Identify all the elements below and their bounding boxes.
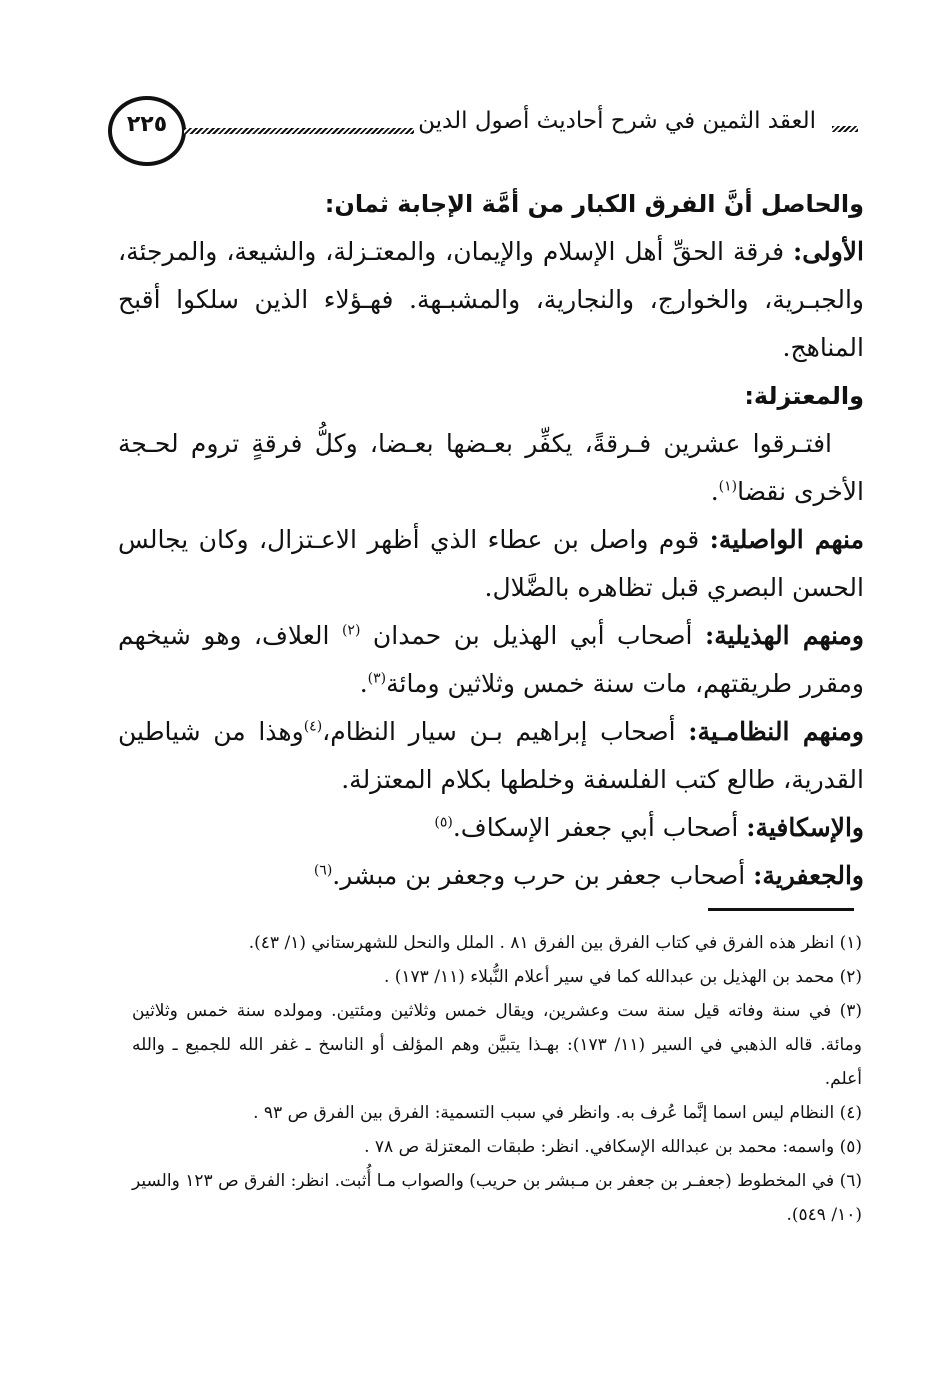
paragraph-jafariya — [118, 852, 864, 900]
iskafiya-text: أصحاب أبي جعفر الإسكاف. — [452, 813, 747, 842]
paragraph-nazzamiya — [118, 708, 864, 804]
footnote-separator — [708, 908, 854, 911]
first-text: فرقة الحقِّ أهل الإسلام والإيمان، والمعتـزلة، والشيعة، والمرجئة، والجبـرية، والخوارج، والنجارية، والمشبـهة. فهـؤلاء الذين سلكوا أقبح المناهج. — [118, 237, 864, 362]
mutazila-text: افتـرقوا عشرين فـرقةً، يكفِّر بعـضها بعـضا، وكلُّ فرقةٍ تروم لحـجة الأخرى نقضا — [118, 429, 864, 506]
paragraph-hudhayliya: ومنهم الهذيلية: أصحاب أبي الهذيل بن حمدان $^{(٢)}$ العلاف، وهو شيخهم ومقرر طريقتهم، مات سنة خمس وثلاثين ومائة$^{(٣)}$. — [118, 621, 864, 698]
header-ornament — [832, 126, 858, 132]
footnote-ref-6: (٦) — [313, 862, 333, 879]
nazzamiya-label: ومنهم النظامـية: — [688, 717, 865, 746]
footnote-ref-1: (١) — [718, 478, 738, 495]
mutazila-heading: والمعتزلة: — [744, 382, 864, 410]
jafariya-text: أصحاب جعفر بن حرب وجعفر بن مبشر. — [332, 861, 754, 890]
paragraph-iskafiya — [118, 804, 864, 852]
footnote-1: (١) انظر هذه الفرق في كتاب الفرق بين الفرق ٨١ . الملل والنحل للشهرستاني (١/ ٤٣). — [248, 933, 862, 953]
page-number: ٢٢٥ — [126, 112, 168, 137]
footnote-5: (٥) واسمه: محمد بن عبدالله الإسكافي. انظر: طبقات المعتزلة ص ٧٨ . — [364, 1137, 862, 1157]
wasiliya-text: قوم واصل بن عطاء الذي أظهر الاعـتزال، وكان يجالس الحسن البصري قبل تظاهره بالضَّلال. — [118, 525, 864, 602]
nazzamiya-text-b: وهذا من شياطين القدرية، طالع كتب الفلسفة وخلطها بكلام المعتزلة. — [118, 717, 864, 794]
wasiliya-label: منهم الواصلية: — [709, 525, 864, 554]
intro-heading: والحاصل أنَّ الفرق الكبار من أمَّة الإجابة ثمان: — [324, 190, 864, 218]
footnote-ref-3: (٣) — [367, 670, 387, 687]
footnote-ref-2: (٢) — [341, 622, 361, 639]
jafariya-label: والجعفرية: — [753, 861, 864, 890]
first-label: الأولى: — [793, 237, 864, 266]
footnote-ref-5: (٥) — [434, 814, 453, 831]
hudhayliya-text-a: أصحاب أبي الهذيل بن حمدان — [360, 621, 705, 650]
nazzamiya-text-a: أصحاب إبراهيم بـن سيار النظام، — [322, 717, 689, 746]
iskafiya-label: والإسكافية: — [746, 813, 864, 842]
paragraph-wasiliya — [118, 516, 864, 612]
header-rule — [184, 128, 414, 134]
paragraph-first — [118, 228, 864, 372]
hudhayliya-text-b: العلاف، وهو شيخهم ومقرر طريقتهم، مات سنة خمس وثلاثين ومائة — [118, 621, 864, 698]
footnote-6: (٦) في المخطوط (جعفـر بن جعفر بن مـبشر بن حريب) والصواب مـا أُثبت. انظر: الفرق ص ١٢٣ والسير (١٠/ ٥٤٩). — [132, 1171, 862, 1225]
footnote-3: (٣) في سنة وفاته قيل سنة ست وعشرين، ويقال خمس وثلاثين ومئتين. ومولده سنة خمس وثلاثين ومائة. قاله الذهبي في السير (١١/ ١٧٣): بهـذا يتبيَّن وهم المؤلف أو الناسخ ـ غفر الله للجميع ـ والله أعلم. — [132, 1001, 862, 1089]
running-title: العقد الثمين في شرح أحاديث أصول الدين — [418, 108, 816, 134]
footnote-4: (٤) النظام ليس اسما إنَّما عُرف به. وانظر في سبب التسمية: الفرق بين الفرق ص ٩٣ . — [253, 1103, 862, 1123]
footnote-2: (٢) محمد بن الهذيل بن عبدالله كما في سير أعلام النُّبلاء (١١/ ١٧٣) . — [383, 967, 862, 987]
page-header — [108, 96, 860, 166]
footnotes — [132, 926, 862, 1232]
paragraph-mutazila: افتـرقوا عشرين فـرقةً، يكفِّر بعـضها بعـضا، وكلُّ فرقةٍ تروم لحـجة الأخرى نقضا$^{(١)}$. — [118, 429, 864, 506]
footnote-ref-4: (٤) — [303, 718, 323, 735]
main-text — [118, 180, 864, 900]
hudhayliya-label: ومنهم الهذيلية: — [704, 621, 864, 650]
